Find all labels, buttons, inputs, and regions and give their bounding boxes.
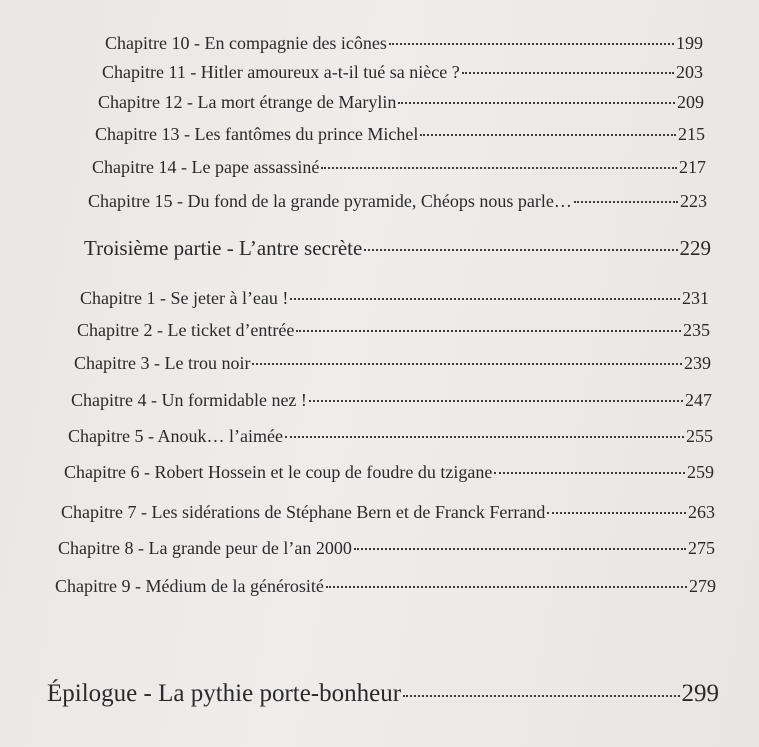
toc-entry — [80, 288, 709, 309]
toc-entry — [74, 353, 711, 374]
toc-entry — [92, 157, 706, 178]
page-number: 263 — [688, 502, 715, 522]
dot-leader — [326, 586, 687, 588]
page-number: 299 — [681, 680, 719, 707]
toc-entry — [61, 502, 715, 523]
dot-leader — [285, 436, 684, 438]
dot-leader — [309, 400, 683, 402]
part-heading — [84, 236, 711, 261]
page-number: 275 — [688, 538, 715, 558]
entry-title: Chapitre 3 - Le trou noir — [74, 353, 251, 373]
page-number: 259 — [687, 462, 714, 482]
entry-title: Chapitre 7 - Les sidérations de Stéphane Bern et de Franck Ferrand — [61, 502, 546, 522]
entry-title: Épilogue - La pythie porte-bonheur — [47, 680, 402, 707]
toc-entry — [77, 320, 710, 341]
dot-leader — [364, 249, 677, 251]
dot-leader — [403, 695, 679, 697]
toc-entry — [64, 462, 714, 483]
entry-title: Troisième partie - L’antre secrète — [84, 236, 363, 260]
page-number: 217 — [679, 157, 706, 177]
entry-title: Chapitre 12 - La mort étrange de Marylin — [98, 92, 397, 112]
entry-title: Chapitre 9 - Médium de la générosité — [55, 576, 324, 596]
entry-title: Chapitre 15 - Du fond de la grande pyramide, Chéops nous parle… — [88, 191, 572, 211]
page-number: 223 — [680, 191, 707, 211]
entry-title: Chapitre 10 - En compagnie des icônes — [105, 33, 387, 53]
dot-leader — [290, 298, 680, 300]
toc-entry — [58, 538, 715, 559]
entry-title: Chapitre 5 - Anouk… l’aimée — [68, 426, 283, 446]
page-number: 203 — [676, 62, 703, 82]
entry-title: Chapitre 13 - Les fantômes du prince Michel — [95, 124, 419, 144]
entry-title: Chapitre 8 - La grande peur de l’an 2000 — [58, 538, 352, 558]
toc-entry — [105, 33, 703, 54]
dot-leader — [296, 330, 681, 332]
toc-entry — [68, 426, 713, 447]
dot-leader — [321, 167, 677, 169]
page-number: 239 — [684, 353, 711, 373]
dot-leader — [547, 512, 686, 514]
dot-leader — [354, 548, 686, 550]
dot-leader — [389, 43, 674, 45]
page-number: 231 — [682, 288, 709, 308]
dot-leader — [462, 72, 674, 74]
toc-entry — [95, 124, 705, 145]
toc-entry — [98, 92, 704, 113]
page-number: 209 — [677, 92, 704, 112]
toc-entry — [88, 191, 707, 212]
page-number: 229 — [679, 236, 711, 260]
page-number: 199 — [676, 33, 703, 53]
entry-title: Chapitre 11 - Hitler amoureux a-t-il tué sa nièce ? — [102, 62, 460, 82]
page-number: 235 — [683, 320, 710, 340]
entry-title: Chapitre 4 - Un formidable nez ! — [71, 390, 307, 410]
dot-leader — [398, 102, 675, 104]
dot-leader — [420, 134, 676, 136]
dot-leader — [494, 472, 685, 474]
entry-title: Chapitre 14 - Le pape assassiné — [92, 157, 320, 177]
toc-entry — [55, 576, 716, 597]
toc-entry — [102, 62, 703, 83]
entry-title: Chapitre 6 - Robert Hossein et le coup de foudre du tzigane — [64, 462, 493, 482]
page-number: 247 — [685, 390, 712, 410]
dot-leader — [252, 363, 682, 365]
epilogue-entry — [47, 680, 719, 708]
page-number: 215 — [678, 124, 705, 144]
page-number: 279 — [689, 576, 716, 596]
dot-leader — [574, 201, 678, 203]
entry-title: Chapitre 2 - Le ticket d’entrée — [77, 320, 295, 340]
toc-entry — [71, 390, 712, 411]
page-number: 255 — [686, 426, 713, 446]
entry-title: Chapitre 1 - Se jeter à l’eau ! — [80, 288, 289, 308]
